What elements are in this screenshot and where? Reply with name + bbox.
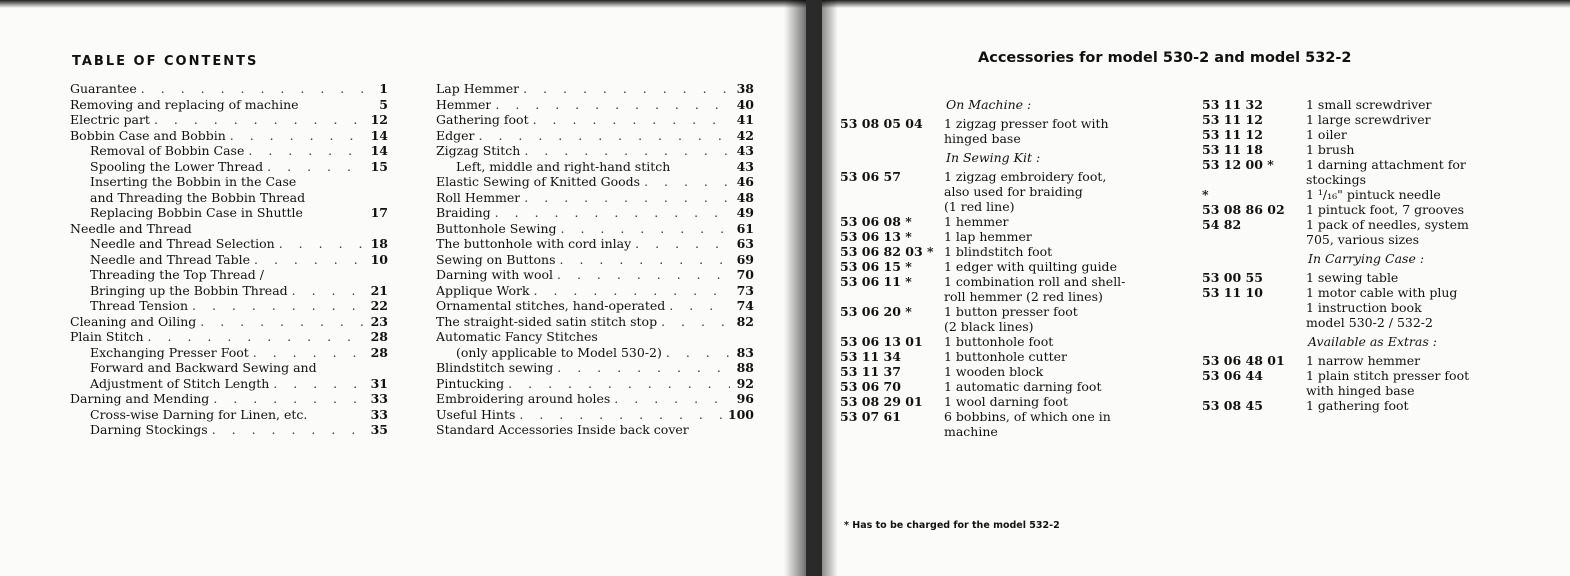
dot-leader xyxy=(267,159,364,175)
dot-leader xyxy=(557,267,730,283)
dot-leader xyxy=(479,128,730,144)
dot-leader xyxy=(560,252,730,268)
toc-entry-title: and Threading the Bobbin Thread xyxy=(90,189,306,205)
dot-leader xyxy=(523,81,730,97)
toc-entry-title: The buttonhole with cord inlay xyxy=(436,236,632,251)
toc-entry xyxy=(436,422,754,438)
toc-column-left xyxy=(70,81,388,438)
toc-entry-title: Blindstitch sewing xyxy=(436,360,554,375)
toc-entry-title: Bringing up the Bobbin Thread xyxy=(90,282,288,298)
dot-leader xyxy=(141,81,364,97)
toc-column-right xyxy=(436,81,754,438)
accessory-item xyxy=(1202,142,1532,157)
dot-leader xyxy=(200,314,364,330)
toc-entry xyxy=(436,360,754,376)
dot-leader xyxy=(253,345,364,361)
dot-leader xyxy=(635,236,730,252)
toc-entry-page: 96 xyxy=(736,391,754,406)
part-number: 53 11 32 xyxy=(1202,97,1263,112)
part-description: 6 bobbins, of which one in machine xyxy=(944,409,1111,439)
part-description: 1 motor cable with plug xyxy=(1306,285,1458,300)
toc-entry-page: 15 xyxy=(370,158,388,174)
accessory-item xyxy=(840,116,1170,146)
accessory-item xyxy=(840,394,1170,409)
toc-entry xyxy=(436,267,754,283)
toc-entry-page: 43 xyxy=(736,158,754,174)
accessory-item xyxy=(1202,97,1532,112)
gutter-shadow xyxy=(822,0,838,576)
toc-entry-page: 42 xyxy=(736,127,754,143)
part-number: 54 82 xyxy=(1202,217,1242,232)
toc-entry xyxy=(70,329,388,345)
toc-entry xyxy=(436,314,754,330)
dot-leader xyxy=(557,360,730,376)
toc-entry-page: 100 xyxy=(727,406,754,422)
accessory-section-heading: Available as Extras : xyxy=(1308,334,1437,349)
part-number: 53 06 13 * xyxy=(840,229,912,244)
toc-entry-title: Zigzag Stitch xyxy=(436,143,521,158)
toc-entry-title: Electric part xyxy=(70,112,150,127)
dot-leader xyxy=(519,407,724,423)
part-description: 1 sewing table xyxy=(1306,270,1399,285)
part-number: 53 11 12 xyxy=(1202,127,1263,142)
accessories-column-left xyxy=(840,97,1170,439)
part-number xyxy=(1202,300,1306,330)
part-description: 1 wooden block xyxy=(944,364,1044,379)
dot-leader xyxy=(154,112,364,128)
toc-entry-page: 14 xyxy=(370,127,388,143)
dot-leader xyxy=(534,283,730,299)
toc-entry-page: 1 xyxy=(379,81,388,96)
part-number: 53 11 34 xyxy=(840,349,901,364)
toc-entry-page: 63 xyxy=(736,236,754,251)
toc-entry xyxy=(70,252,388,268)
accessory-item xyxy=(1202,270,1532,285)
dot-leader xyxy=(561,221,730,237)
toc-entry-title: Cleaning and Oiling xyxy=(70,313,197,329)
toc-entry-title: Gathering foot xyxy=(436,112,529,127)
accessory-item xyxy=(1202,300,1532,330)
toc-entry xyxy=(436,97,754,113)
dot-leader xyxy=(213,391,364,407)
part-description: 1 hemmer xyxy=(944,214,1009,229)
accessory-item xyxy=(1202,353,1532,368)
toc-entry xyxy=(436,329,754,345)
accessories-column-right xyxy=(1202,97,1532,413)
toc-entry-title: Spooling the Lower Thread xyxy=(90,158,264,174)
toc-entry xyxy=(70,283,388,299)
toc-entry-title: Threading the Top Thread / xyxy=(90,267,264,282)
dot-leader xyxy=(192,298,364,314)
part-number: 53 06 57 xyxy=(840,169,901,184)
dot-leader xyxy=(666,345,730,361)
part-number: 53 08 29 01 xyxy=(840,394,923,409)
toc-entry-title: Applique Work xyxy=(436,282,530,298)
part-description: 1 ¹/₁₆" pintuck needle xyxy=(1306,187,1441,202)
toc-entry-title: Inserting the Bobbin in the Case xyxy=(90,174,297,189)
right-page xyxy=(822,0,1570,576)
accessory-item xyxy=(1202,112,1532,127)
toc-entry xyxy=(70,422,388,438)
toc-entry-page: 88 xyxy=(736,360,754,375)
accessory-item xyxy=(1202,127,1532,142)
toc-entry-page: 69 xyxy=(736,251,754,267)
gutter-shadow xyxy=(784,0,806,576)
toc-entry-title: Roll Hemmer xyxy=(436,189,521,205)
toc-entry xyxy=(70,205,388,221)
dot-leader xyxy=(669,298,730,314)
accessory-item xyxy=(840,304,1170,334)
toc-entry xyxy=(70,143,388,159)
toc-entry-page: 73 xyxy=(736,282,754,298)
toc-entry-page: 22 xyxy=(370,298,388,313)
part-description: 1 oiler xyxy=(1306,127,1347,142)
toc-entry xyxy=(436,221,754,237)
part-description: 1 button presser foot (2 black lines) xyxy=(944,304,1078,334)
toc-entry xyxy=(70,236,388,252)
toc-entry-page: 40 xyxy=(736,96,754,112)
toc-entry xyxy=(70,97,388,113)
toc-entry-title: Darning Stockings xyxy=(90,422,208,437)
toc-entry-title: (only applicable to Model 530-2) xyxy=(456,344,662,360)
part-description: 1 zigzag embroidery foot, also used for braiding (1 red line) xyxy=(944,169,1107,214)
part-description: 1 buttonhole foot xyxy=(944,334,1054,349)
toc-entry xyxy=(436,236,754,252)
accessory-item xyxy=(1202,157,1532,187)
toc-entry-title: Left, middle and right-hand stitch xyxy=(456,158,671,174)
toc-entry-page: 41 xyxy=(736,112,754,127)
toc-entry-title: Needle and Thread Table xyxy=(90,251,250,267)
toc-entry xyxy=(436,298,754,314)
toc-entry-title: Guarantee xyxy=(70,81,137,96)
toc-entry-page: 28 xyxy=(370,344,388,360)
toc-entry-page: 83 xyxy=(736,344,754,360)
toc-entry-title: Hemmer xyxy=(436,96,492,112)
part-number: 53 06 15 * xyxy=(840,259,912,274)
toc-entry xyxy=(436,252,754,268)
part-number: 53 06 11 * xyxy=(840,274,912,289)
toc-entry-page: 12 xyxy=(370,112,388,127)
accessory-item xyxy=(1202,217,1532,247)
toc-entry-page: 49 xyxy=(736,205,754,220)
toc-entry-page: 48 xyxy=(736,189,754,205)
accessory-section-heading: In Carrying Case : xyxy=(1308,251,1425,266)
accessory-item xyxy=(1202,368,1532,398)
part-description: 1 automatic darning foot xyxy=(944,379,1102,394)
part-number: 53 07 61 xyxy=(840,409,901,424)
accessory-item xyxy=(840,334,1170,349)
part-number: 53 11 37 xyxy=(840,364,901,379)
toc-entry xyxy=(70,407,388,423)
dot-leader xyxy=(230,128,364,144)
toc-entry-page: 14 xyxy=(370,143,388,158)
dot-leader xyxy=(644,174,730,190)
toc-entry-title: Needle and Thread xyxy=(70,220,192,236)
toc-entry-title: Removal of Bobbin Case xyxy=(90,143,245,158)
toc-entry xyxy=(70,267,388,283)
toc-entry-title: Darning and Mending xyxy=(70,391,210,406)
toc-entry-page: 82 xyxy=(736,313,754,329)
part-number: 53 08 86 02 xyxy=(1202,202,1285,217)
toc-entry-title: Needle and Thread Selection xyxy=(90,236,275,251)
toc-entry-title: Bobbin Case and Bobbin xyxy=(70,127,226,143)
accessories-title: Accessories for model 530-2 and model 532-2 xyxy=(978,50,1352,66)
dot-leader xyxy=(148,329,364,345)
toc-entry-page: 18 xyxy=(370,236,388,251)
part-description: 1 blindstitch foot xyxy=(944,244,1053,259)
toc-entry xyxy=(436,407,754,423)
dot-leader xyxy=(248,143,364,159)
part-description: 1 gathering foot xyxy=(1306,398,1409,413)
toc-entry-page: 10 xyxy=(370,251,388,267)
part-number: 53 11 12 xyxy=(1202,112,1263,127)
part-number: 53 12 00 * xyxy=(1202,157,1274,172)
toc-entry xyxy=(70,81,388,97)
toc-entry-title: Elastic Sewing of Knitted Goods xyxy=(436,174,641,189)
accessory-item xyxy=(840,274,1170,304)
toc-entry-page: 31 xyxy=(370,375,388,391)
toc-entry xyxy=(70,128,388,144)
toc-entry-page: 43 xyxy=(736,143,754,158)
toc-entry-page: 74 xyxy=(736,298,754,313)
dot-leader xyxy=(254,252,364,268)
part-number: 53 08 05 04 xyxy=(840,116,923,131)
accessory-item xyxy=(840,229,1170,244)
part-description: 1 plain stitch presser foot with hinged base xyxy=(1306,368,1470,398)
toc-entry xyxy=(70,391,388,407)
part-number: 53 06 70 xyxy=(840,379,901,394)
toc-entry-page: 61 xyxy=(736,220,754,236)
toc-entry-title: Ornamental stitches, hand-operated xyxy=(436,298,666,313)
toc-entry xyxy=(436,159,754,175)
toc-entry xyxy=(70,314,388,330)
toc-entry-title: Cross-wise Darning for Linen, etc. xyxy=(90,406,308,422)
dot-leader xyxy=(533,112,730,128)
part-description: 1 large screwdriver xyxy=(1306,112,1431,127)
accessory-item xyxy=(840,169,1170,214)
dot-leader xyxy=(524,190,730,206)
accessory-item xyxy=(1202,187,1532,202)
toc-entry-title: Braiding xyxy=(436,205,491,220)
part-description: 1 small screwdriver xyxy=(1306,97,1432,112)
part-number: 53 06 08 * xyxy=(840,214,912,229)
accessory-item xyxy=(1202,202,1532,217)
part-description: 1 brush xyxy=(1306,142,1355,157)
part-number: 53 08 45 xyxy=(1202,398,1263,413)
page-edge-shadow xyxy=(822,0,1570,8)
part-description: 1 instruction book model 530-2 / 532-2 xyxy=(1306,300,1433,330)
toc-entry-title: Plain Stitch xyxy=(70,329,144,344)
dot-leader xyxy=(614,391,730,407)
toc-entry xyxy=(70,159,388,175)
toc-entry xyxy=(436,391,754,407)
toc-entry-title: The straight-sided satin stitch stop xyxy=(436,313,658,329)
part-number: 53 06 82 03 * xyxy=(840,244,934,259)
toc-entry-title: Adjustment of Stitch Length xyxy=(90,375,270,391)
toc-entry-page: 28 xyxy=(370,329,388,344)
part-description: 1 buttonhole cutter xyxy=(944,349,1068,364)
toc-entry xyxy=(436,174,754,190)
dot-leader xyxy=(212,422,364,438)
page-edge-shadow xyxy=(0,0,806,8)
toc-entry-page: 33 xyxy=(370,391,388,406)
toc-entry xyxy=(436,376,754,392)
part-description: 1 pintuck foot, 7 grooves xyxy=(1306,202,1465,217)
dot-leader xyxy=(661,314,730,330)
part-number: 53 06 44 xyxy=(1202,368,1263,383)
part-number: * xyxy=(1202,187,1209,202)
footnote: * Has to be charged for the model 532-2 xyxy=(844,520,1060,531)
toc-entry xyxy=(436,190,754,206)
toc-entry-title: Forward and Backward Sewing and xyxy=(90,360,317,375)
part-number: 53 06 20 * xyxy=(840,304,912,319)
toc-entry xyxy=(70,112,388,128)
toc-entry xyxy=(436,283,754,299)
accessory-section-heading: On Machine : xyxy=(946,97,1032,112)
toc-entry-title: Removing and replacing of machine xyxy=(70,96,299,112)
toc-entry-page: 46 xyxy=(736,174,754,189)
part-description: 1 edger with quilting guide xyxy=(944,259,1117,274)
part-description: 1 pack of needles, system 705, various sizes xyxy=(1306,217,1469,247)
dot-leader xyxy=(495,205,730,221)
toc-entry-title: Pintucking xyxy=(436,375,505,391)
accessory-item xyxy=(840,364,1170,379)
toc-entry-title: Useful Hints xyxy=(436,406,516,422)
part-number: 53 06 48 01 xyxy=(1202,353,1285,368)
dot-leader xyxy=(508,376,730,392)
dot-leader xyxy=(292,283,364,299)
accessory-item xyxy=(1202,285,1532,300)
toc-entry xyxy=(436,205,754,221)
toc-entry-title: Sewing on Buttons xyxy=(436,251,556,267)
toc-entry xyxy=(70,345,388,361)
toc-entry-page: 35 xyxy=(370,422,388,437)
toc-entry xyxy=(436,128,754,144)
toc-entry xyxy=(436,143,754,159)
toc-entry-title: Embroidering around holes xyxy=(436,391,611,406)
dot-leader xyxy=(279,236,364,252)
part-description: 1 wool darning foot xyxy=(944,394,1068,409)
toc-entry-title: Standard Accessories Inside back cover xyxy=(436,422,689,437)
toc-entry-page: 92 xyxy=(736,375,754,391)
toc-entry xyxy=(70,376,388,392)
accessory-section-heading: In Sewing Kit : xyxy=(946,150,1041,165)
accessory-item xyxy=(840,259,1170,274)
toc-entry-page: 17 xyxy=(370,205,388,220)
toc-entry-title: Darning with wool xyxy=(436,267,554,282)
toc-entry xyxy=(436,345,754,361)
part-description: 1 combination roll and shell- roll hemmer (2 red lines) xyxy=(944,274,1126,304)
part-description: 1 darning attachment for stockings xyxy=(1306,157,1466,187)
accessory-item xyxy=(840,214,1170,229)
toc-entry-title: Exchanging Presser Foot xyxy=(90,344,249,360)
toc-entry-page: 23 xyxy=(370,313,388,329)
dot-leader xyxy=(524,143,730,159)
toc-entry-page: 21 xyxy=(370,282,388,298)
toc-entry-page: 38 xyxy=(736,81,754,96)
part-number: 53 11 10 xyxy=(1202,285,1263,300)
toc-entry-page: 5 xyxy=(379,96,388,112)
part-description: 1 zigzag presser foot with hinged base xyxy=(944,116,1109,146)
toc-entry-title: Thread Tension xyxy=(90,298,188,313)
toc-entry-title: Lap Hemmer xyxy=(436,81,520,96)
part-number: 53 00 55 xyxy=(1202,270,1263,285)
toc-entry-page: 70 xyxy=(736,267,754,282)
accessory-item xyxy=(1202,398,1532,413)
toc-entry xyxy=(70,190,388,206)
dot-leader xyxy=(495,97,730,113)
dot-leader xyxy=(273,376,364,392)
part-description: 1 lap hemmer xyxy=(944,229,1032,244)
accessory-item xyxy=(840,244,1170,259)
toc-entry-page: 33 xyxy=(370,406,388,422)
toc-entry xyxy=(70,174,388,190)
accessory-item xyxy=(840,349,1170,364)
toc-entry xyxy=(70,298,388,314)
toc-entry-title: Replacing Bobbin Case in Shuttle xyxy=(90,205,303,220)
toc-entry xyxy=(436,81,754,97)
toc-entry-title: Automatic Fancy Stitches xyxy=(436,329,598,344)
toc-entry-title: Buttonhole Sewing xyxy=(436,220,557,236)
part-number: 53 06 13 01 xyxy=(840,334,923,349)
accessory-item xyxy=(840,409,1170,439)
part-description: 1 narrow hemmer xyxy=(1306,353,1421,368)
toc-entry xyxy=(436,112,754,128)
accessory-item xyxy=(840,379,1170,394)
part-number: 53 11 18 xyxy=(1202,142,1263,157)
toc-title: TABLE OF CONTENTS xyxy=(72,54,259,69)
toc-entry xyxy=(70,360,388,376)
toc-entry-title: Edger xyxy=(436,127,475,143)
toc-entry xyxy=(70,221,388,237)
